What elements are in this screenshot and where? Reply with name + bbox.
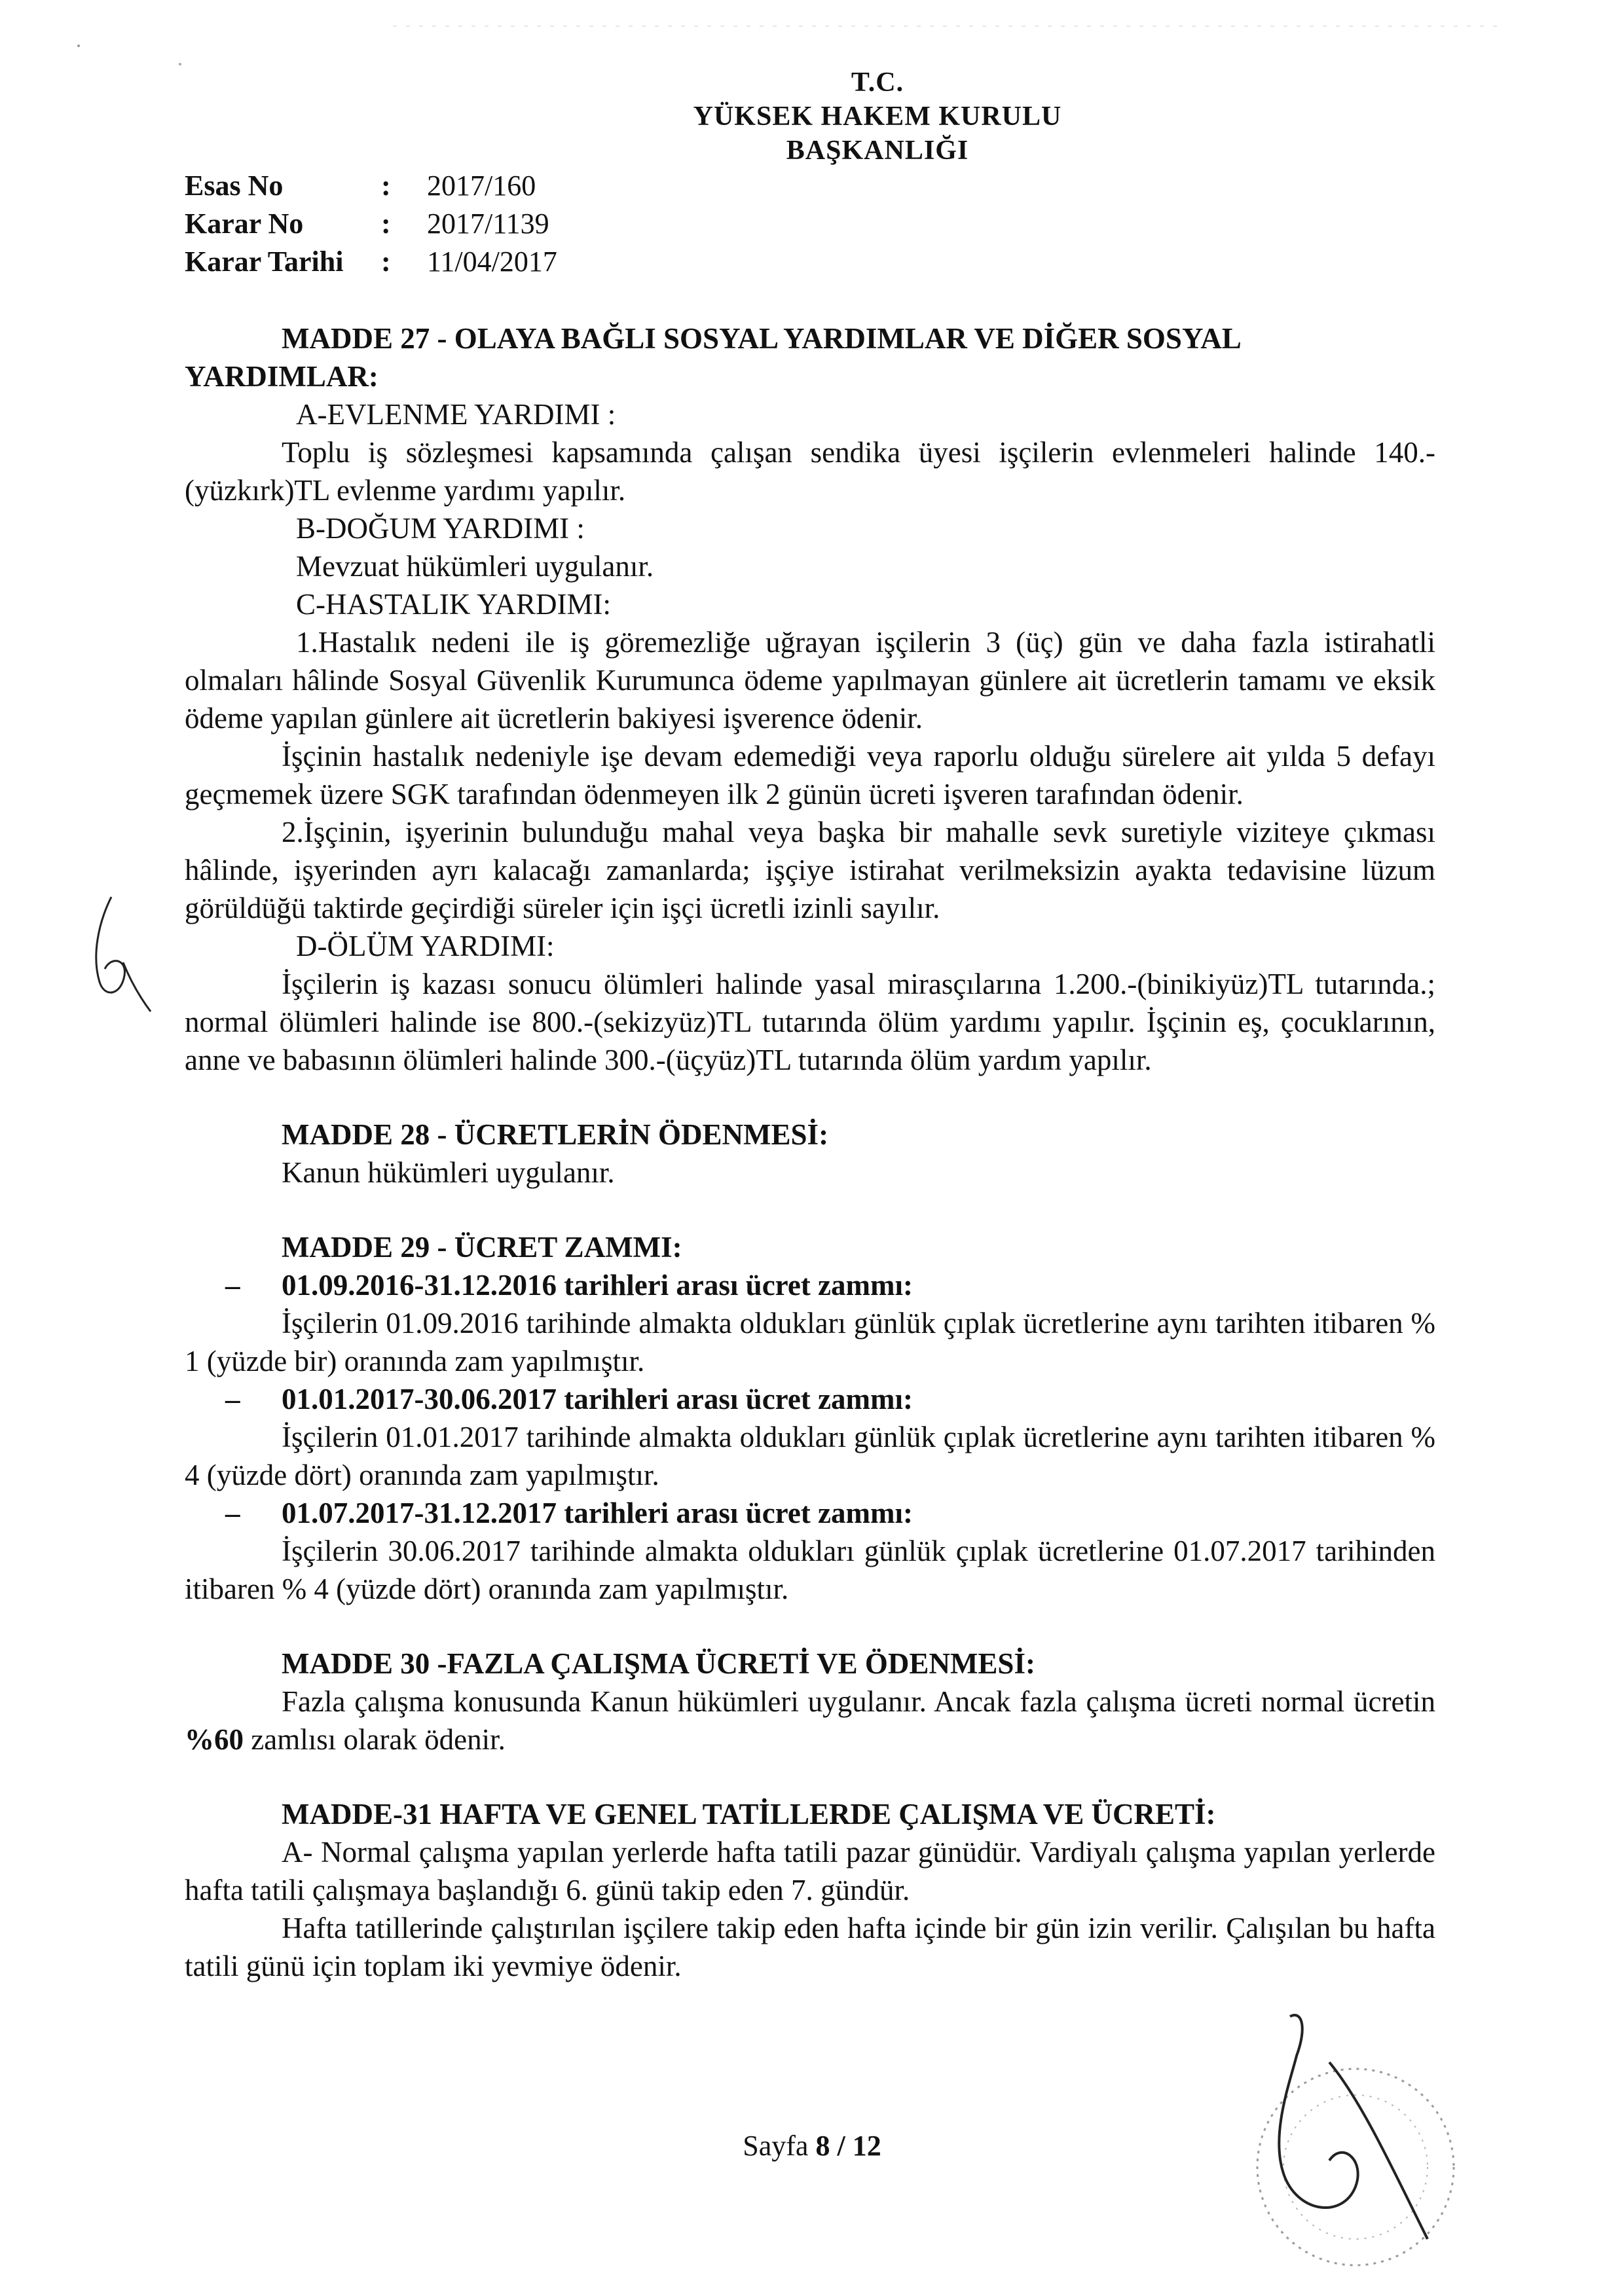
header-institution: YÜKSEK HAKEM KURULU bbox=[693, 101, 1062, 132]
case-colon: : bbox=[381, 208, 391, 240]
case-value: 2017/1139 bbox=[427, 208, 549, 240]
case-info bbox=[185, 167, 557, 281]
m27-c-paragraph-1: 1.Hastalık nedeni ile iş göremezliğe uğrayan işçilerin 3 (üç) gün ve daha fazla istirahatli olmaları hâlinde Sosyal Güvenlik Kurumunca ödeme yapılmayan günlere ait ücretlerin tamamı ve eksik ödeme yapılan günlere ait ücretlerin bakiyesi işverence ödenir. bbox=[185, 626, 1435, 735]
m27-c-heading: C-HASTALIK YARDIMI: bbox=[296, 588, 611, 621]
case-label: Karar No bbox=[185, 208, 304, 240]
m27-a-heading: A-EVLENME YARDIMI : bbox=[296, 398, 616, 431]
m28-title: MADDE 28 - ÜCRETLERİN ÖDENMESİ: bbox=[282, 1118, 829, 1151]
case-label: Karar Tarihi bbox=[185, 246, 344, 278]
footer-prefix: Sayfa bbox=[743, 2130, 816, 2162]
m29-item-2-text: İşçilerin 01.01.2017 tarihinde almakta oldukları günlük çıplak ücretlerine aynı tarihten itibaren % 4 (yüzde dört) oranında zam yapılmıştır. bbox=[185, 1421, 1435, 1491]
m29-item-heading: 01.01.2017-30.06.2017 tarihleri arası ücret zammı: bbox=[282, 1383, 913, 1415]
m29-item-3-text: İşçilerin 30.06.2017 tarihinde almakta oldukları günlük çıplak ücretlerine 01.07.2017 tarihinden itibaren % 4 (yüzde dört) oranında zam yapılmıştır. bbox=[185, 1535, 1435, 1605]
m27-b-heading: B-DOĞUM YARDIMI : bbox=[296, 512, 585, 545]
case-colon: : bbox=[381, 246, 391, 278]
m31-paragraph-2: Hafta tatillerinde çalıştırılan işçilere takip eden hafta içinde bir gün izin verilir. Çalışılan bu hafta tatili günü için toplam iki yevmiye ödenir. bbox=[185, 1912, 1435, 1982]
header-tc: T.C. bbox=[851, 67, 904, 98]
footer-page-number: 8 / 12 bbox=[815, 2130, 881, 2162]
dash-bullet: – bbox=[225, 1269, 240, 1302]
m27-title: MADDE 27 - OLAYA BAĞLI SOSYAL YARDIMLAR VE DİĞER SOSYAL bbox=[282, 322, 1242, 355]
document-header bbox=[537, 65, 1218, 168]
page-footer bbox=[0, 2129, 1624, 2162]
dash-bullet: – bbox=[225, 1383, 240, 1415]
m27-title-cont: YARDIMLAR: bbox=[185, 360, 378, 393]
m29-item-2-heading bbox=[185, 1380, 1435, 1418]
m30-rate: %60 bbox=[185, 1723, 244, 1756]
m27-d-text: İşçilerin iş kazası sonucu ölümleri halinde yasal mirasçılarına 1.200.-(binikiyüz)TL tutarında.; normal ölümleri halinde ise 800.-(sekizyüz)TL tutarında ölüm yardımı yapılır. İşçinin eş, çocuklarının, anne ve babasının ölümleri halinde 300.-(üçyüz)TL tutarında ölüm yardım yapılır. bbox=[185, 968, 1435, 1076]
m30-title: MADDE 30 -FAZLA ÇALIŞMA ÜCRETİ VE ÖDENMESİ: bbox=[282, 1647, 1035, 1680]
case-row-karar bbox=[185, 205, 557, 243]
m31-title: MADDE-31 HAFTA VE GENEL TATİLLERDE ÇALIŞMA VE ÜCRETİ: bbox=[282, 1798, 1216, 1831]
case-colon: : bbox=[381, 170, 391, 202]
m29-item-heading: 01.09.2016-31.12.2016 tarihleri arası ücret zammı: bbox=[282, 1269, 913, 1302]
m31-paragraph-1: A- Normal çalışma yapılan yerlerde hafta tatili pazar günüdür. Vardiyalı çalışma yapılan yerlerde hafta tatili çalışmaya başlandığı 6. günü takip eden 7. gündür. bbox=[185, 1836, 1435, 1906]
m27-c-paragraph-3: 2.İşçinin, işyerinin bulunduğu mahal veya başka bir mahalle sevk suretiyle viziteye çıkması hâlinde, işyerinden ayrı kalacağı zamanlarda; işçiye istirahat verilmeksizin ayakta tedavisine lüzum görüldüğü taktirde geçirdiği süreler için işçi ücretli izinli sayılır. bbox=[185, 816, 1435, 924]
dash-bullet: – bbox=[225, 1497, 240, 1529]
m29-title: MADDE 29 - ÜCRET ZAMMI: bbox=[282, 1231, 682, 1264]
m27-d-heading: D-ÖLÜM YARDIMI: bbox=[296, 930, 555, 962]
m30-text-a: Fazla çalışma konusunda Kanun hükümleri uygulanır. Ancak fazla çalışma ücreti normal ücretin bbox=[282, 1685, 1435, 1718]
spacer bbox=[185, 1079, 1435, 1116]
header-department: BAŞKANLIĞI bbox=[786, 136, 969, 166]
spacer bbox=[185, 1608, 1435, 1645]
m29-item-heading: 01.07.2017-31.12.2017 tarihleri arası ücret zammı: bbox=[282, 1497, 913, 1529]
m29-item-1-heading bbox=[185, 1266, 1435, 1304]
margin-initial-signature bbox=[85, 884, 157, 1015]
m27-a-text: Toplu iş sözleşmesi kapsamında çalışan sendika üyesi işçilerin evlenmeleri halinde 140.-(yüzkırk)TL evlenme yardımı yapılır. bbox=[185, 436, 1435, 507]
m27-c-paragraph-2: İşçinin hastalık nedeniyle işe devam edemediği veya raporlu olduğu sürelere ait yılda 5 defayı geçmemek üzere SGK tarafından ödenmeyen ilk 2 günün ücreti işveren tarafından ödenir. bbox=[185, 740, 1435, 811]
m30-text bbox=[185, 1683, 1435, 1758]
m30-text-b: zamlısı olarak ödenir. bbox=[244, 1723, 506, 1756]
spacer bbox=[185, 1758, 1435, 1795]
case-row-esas bbox=[185, 167, 557, 205]
spacer bbox=[185, 1192, 1435, 1228]
m28-text: Kanun hükümleri uygulanır. bbox=[282, 1156, 615, 1189]
m29-item-1-text: İşçilerin 01.09.2016 tarihinde almakta oldukları günlük çıplak ücretlerine aynı tarihten itibaren % 1 (yüzde bir) oranında zam yapılmıştır. bbox=[185, 1307, 1435, 1377]
m29-item-3-heading bbox=[185, 1494, 1435, 1532]
case-value: 2017/160 bbox=[427, 170, 536, 202]
case-label: Esas No bbox=[185, 170, 284, 202]
document-body bbox=[185, 319, 1435, 1985]
m27-b-text: Mevzuat hükümleri uygulanır. bbox=[296, 550, 654, 583]
case-row-tarih bbox=[185, 243, 557, 281]
case-value: 11/04/2017 bbox=[427, 246, 557, 278]
